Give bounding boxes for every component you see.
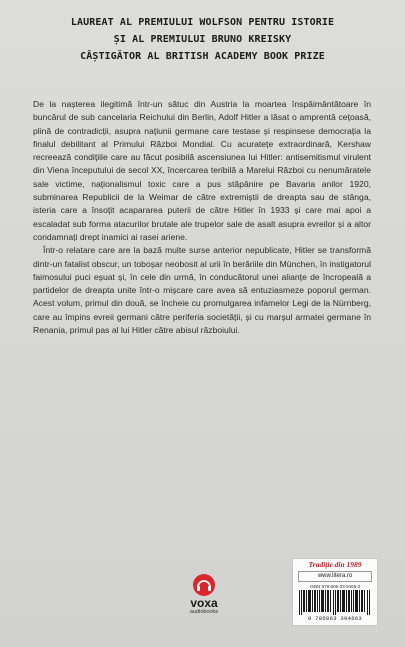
headphones-icon: [192, 574, 216, 596]
awards-header: [0, 14, 405, 65]
award-line-kreisky: ȘI AL PREMIULUI BRUNO KREISKY: [113, 34, 292, 45]
logo-brand: voxa: [190, 596, 218, 610]
description-paragraph-2: Într-o relatare care are la bază multe surse anterior nepublicate, Hitler se transformă dintr-un fatalist obscur, un toboșar neobosit al urii în berăriile din München, în instigatorul faimosului puci eșuat și, în cele din urmă, în conducătorul unei alianțe de încropeală a partidelor de dreapta unite într-o mișcare care avea să entuziasmeze poporul german. Acest volum, primul din două, se încheie cu promulgarea infamelor Legi de la Nürnberg, care au împins evreii germani către periferia societății, și cu marșul armatei germane în Renania, primul pas al lui Hitler către abisul războiului.: [33, 245, 371, 336]
barcode-label: [292, 558, 378, 626]
description-paragraph-1: De la nașterea ilegitimă într-un sătuc din Austria la moartea înspăimântătoare în buncărul de sub cancelaria Reichului din Berlin, Adolf Hitler a lăsat o amprentă cețoasă, plină de contradicții, asupra națiunii germane care testase și respinsese democrația la finalul debilitant al Primului Război Mondial. Cu acuratețe extraordinară, Kershaw recreează condițiile care au făcut posibilă ascensiunea lui Hitler: antisemitismul virulent din Viena începutului de secol XX, încercarea teribilă a Marelui Război cu nenumăratele sale victime, naționalismul toxic care a pus stăpânire pe Bavaria anilor 1920, subminarea Republicii de la Weimar de către extremiștii de dreapta sau de stânga, isteria care a însoțit acapararea puterii de către Hitler în 1933 și care mai apoi a escaladat sub forma atacurilor brutale ale trupelor sale de asalt asupra evreilor și a altor condamnați drept inamici ai rasei ariene.: [33, 99, 371, 242]
publisher-tradition: Tradiție din 1989: [308, 560, 362, 569]
logo-subtitle: audiobooks: [189, 609, 219, 615]
award-line-british-academy: CÂȘTIGĂTOR AL BRITISH ACADEMY BOOK PRIZE: [80, 51, 325, 62]
voxa-logo: [180, 574, 228, 615]
publisher-website: www.litera.ro: [298, 571, 372, 582]
isbn-text: ISBN 978-606-33-9466-3: [309, 584, 361, 589]
award-line-wolfson: LAUREAT AL PREMIULUI WOLFSON PENTRU ISTORIE: [70, 17, 335, 28]
book-description: [33, 98, 371, 337]
barcode-icon: [299, 590, 371, 615]
barcode-number: 9 786063 394663: [307, 615, 362, 622]
